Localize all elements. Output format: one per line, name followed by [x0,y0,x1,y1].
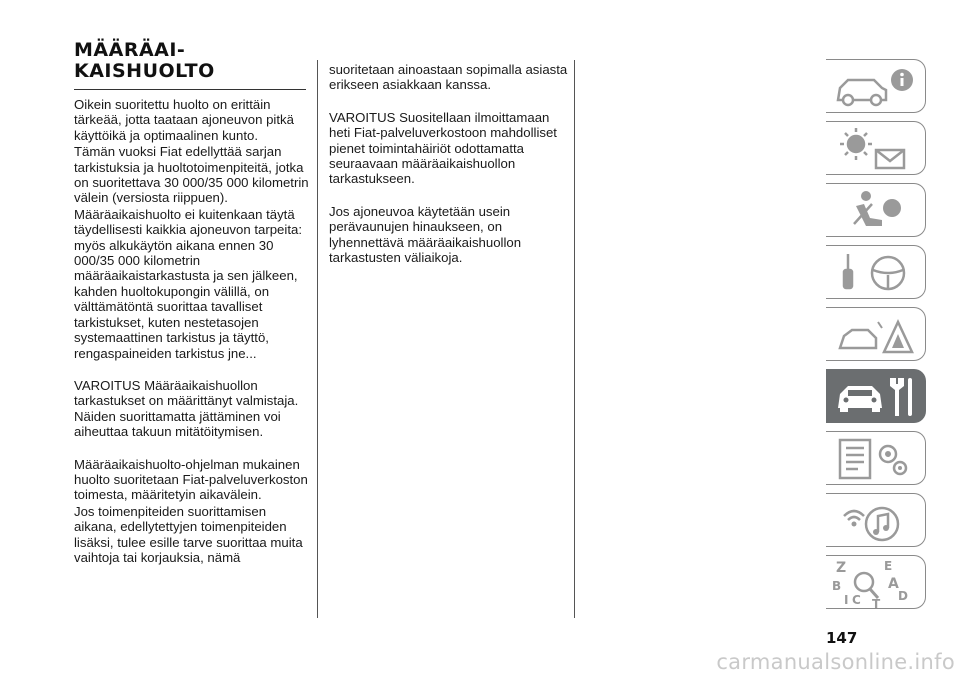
multimedia-icon [826,494,926,548]
column-divider [574,60,575,618]
breakdown-warning-icon [826,308,926,362]
index-letter: E [884,559,893,573]
index-letter: Z [836,560,847,576]
heading-rule [74,89,306,90]
index-letters-icon [826,556,926,610]
chapter-tab-emergency[interactable] [826,307,926,361]
warning-paragraph: VAROITUS Suositellaan ilmoittamaan heti Fiat-palveluverkostoon mahdolliset pienet toimintahäiriöt odottamatta seuraavaan määräaikaishuollon tarkastukseen. [329,109,557,187]
index-letter: C [852,593,861,607]
index-letter: A [888,576,899,592]
index-letter: D [898,589,908,603]
heading-line-2: KAISHUOLTO [74,60,215,82]
text-column-2 [329,62,569,282]
index-letter: I [844,593,849,607]
chapter-tab-starting[interactable] [826,245,926,299]
paragraph: Määräaikaishuolto ei kuitenkaan täytä täydellisesti kaikkia ajoneuvon tarpeita: myös alkukäytön aikana ennen 30 000/35 000 kilometrin määräaikaistarkastusta ja sen jälkeen, kahden huoltokupongin välillä, on välttämätöntä suorittaa tavalliset tarkistukset, kuten nestetasojen systemaattinen tarkistus ja täyttö, rengaspaineiden tarkistus jne... [74,206,302,361]
warning-paragraph: VAROITUS Määräaikaishuollon tarkastukset on määrittänyt valmistaja. Näiden suorittamatta jättäminen voi aiheuttaa takuun mitätöitymisen. [74,377,299,440]
index-letter: B [832,579,842,593]
section-heading [74,40,306,82]
column-divider [317,60,318,618]
chapter-tab-index[interactable] [826,555,926,609]
chapter-tab-warnings[interactable] [826,121,926,175]
key-steering-wheel-icon [826,246,926,300]
car-info-icon [826,60,926,114]
watermark: carmanualsonline.info [716,650,955,674]
chapter-tab-maintenance[interactable] [826,369,926,423]
specs-gears-icon [826,432,926,486]
paragraph: Jos ajoneuvoa käytetään usein perävaunujen hinaukseen, on lyhennettävä määräaikaishuollon tarkastusten väliaikoja. [329,203,522,266]
paragraph: Tämän vuoksi Fiat edellyttää sarjan tarkistuksia ja huoltotoimenpiteitä, jotka on suoritettava 30 000/35 000 kilometrin välein (versiosta riippuen). [74,144,309,206]
chapter-tab-safety[interactable] [826,183,926,237]
seat-airbag-icon [826,184,926,238]
text-column-1 [74,97,310,582]
chapter-tab-multimedia[interactable] [826,493,926,547]
page-number: 147 [826,629,858,647]
heading-line-1: MÄÄRÄAI- [74,39,186,61]
paragraph: Määräaikaishuolto-ohjelman mukainen huolto suoritetaan Fiat-palveluverkoston toimesta, määritetyin aikavälein. [74,456,308,503]
chapter-tab-dashboard[interactable] [826,59,926,113]
paragraph: Jos toimenpiteiden suorittamisen aikana, edellytettyjen toimenpiteiden lisäksi, tulee esille tarve suorittaa muita vaihtoja tai korjauksia, nämä [74,503,303,565]
index-letter: T [872,597,881,610]
lights-message-icon [826,122,926,176]
paragraph: suoritetaan ainoastaan sopimalla asiasta erikseen asiakkaan kanssa. [329,62,568,93]
paragraph: Oikein suoritettu huolto on erittäin tärkeää, jotta taataan ajoneuvon pitkä käyttöikä ja optimaalinen kunto. [74,97,294,143]
car-wrench-icon [826,370,926,424]
chapter-tab-technical-data[interactable] [826,431,926,485]
